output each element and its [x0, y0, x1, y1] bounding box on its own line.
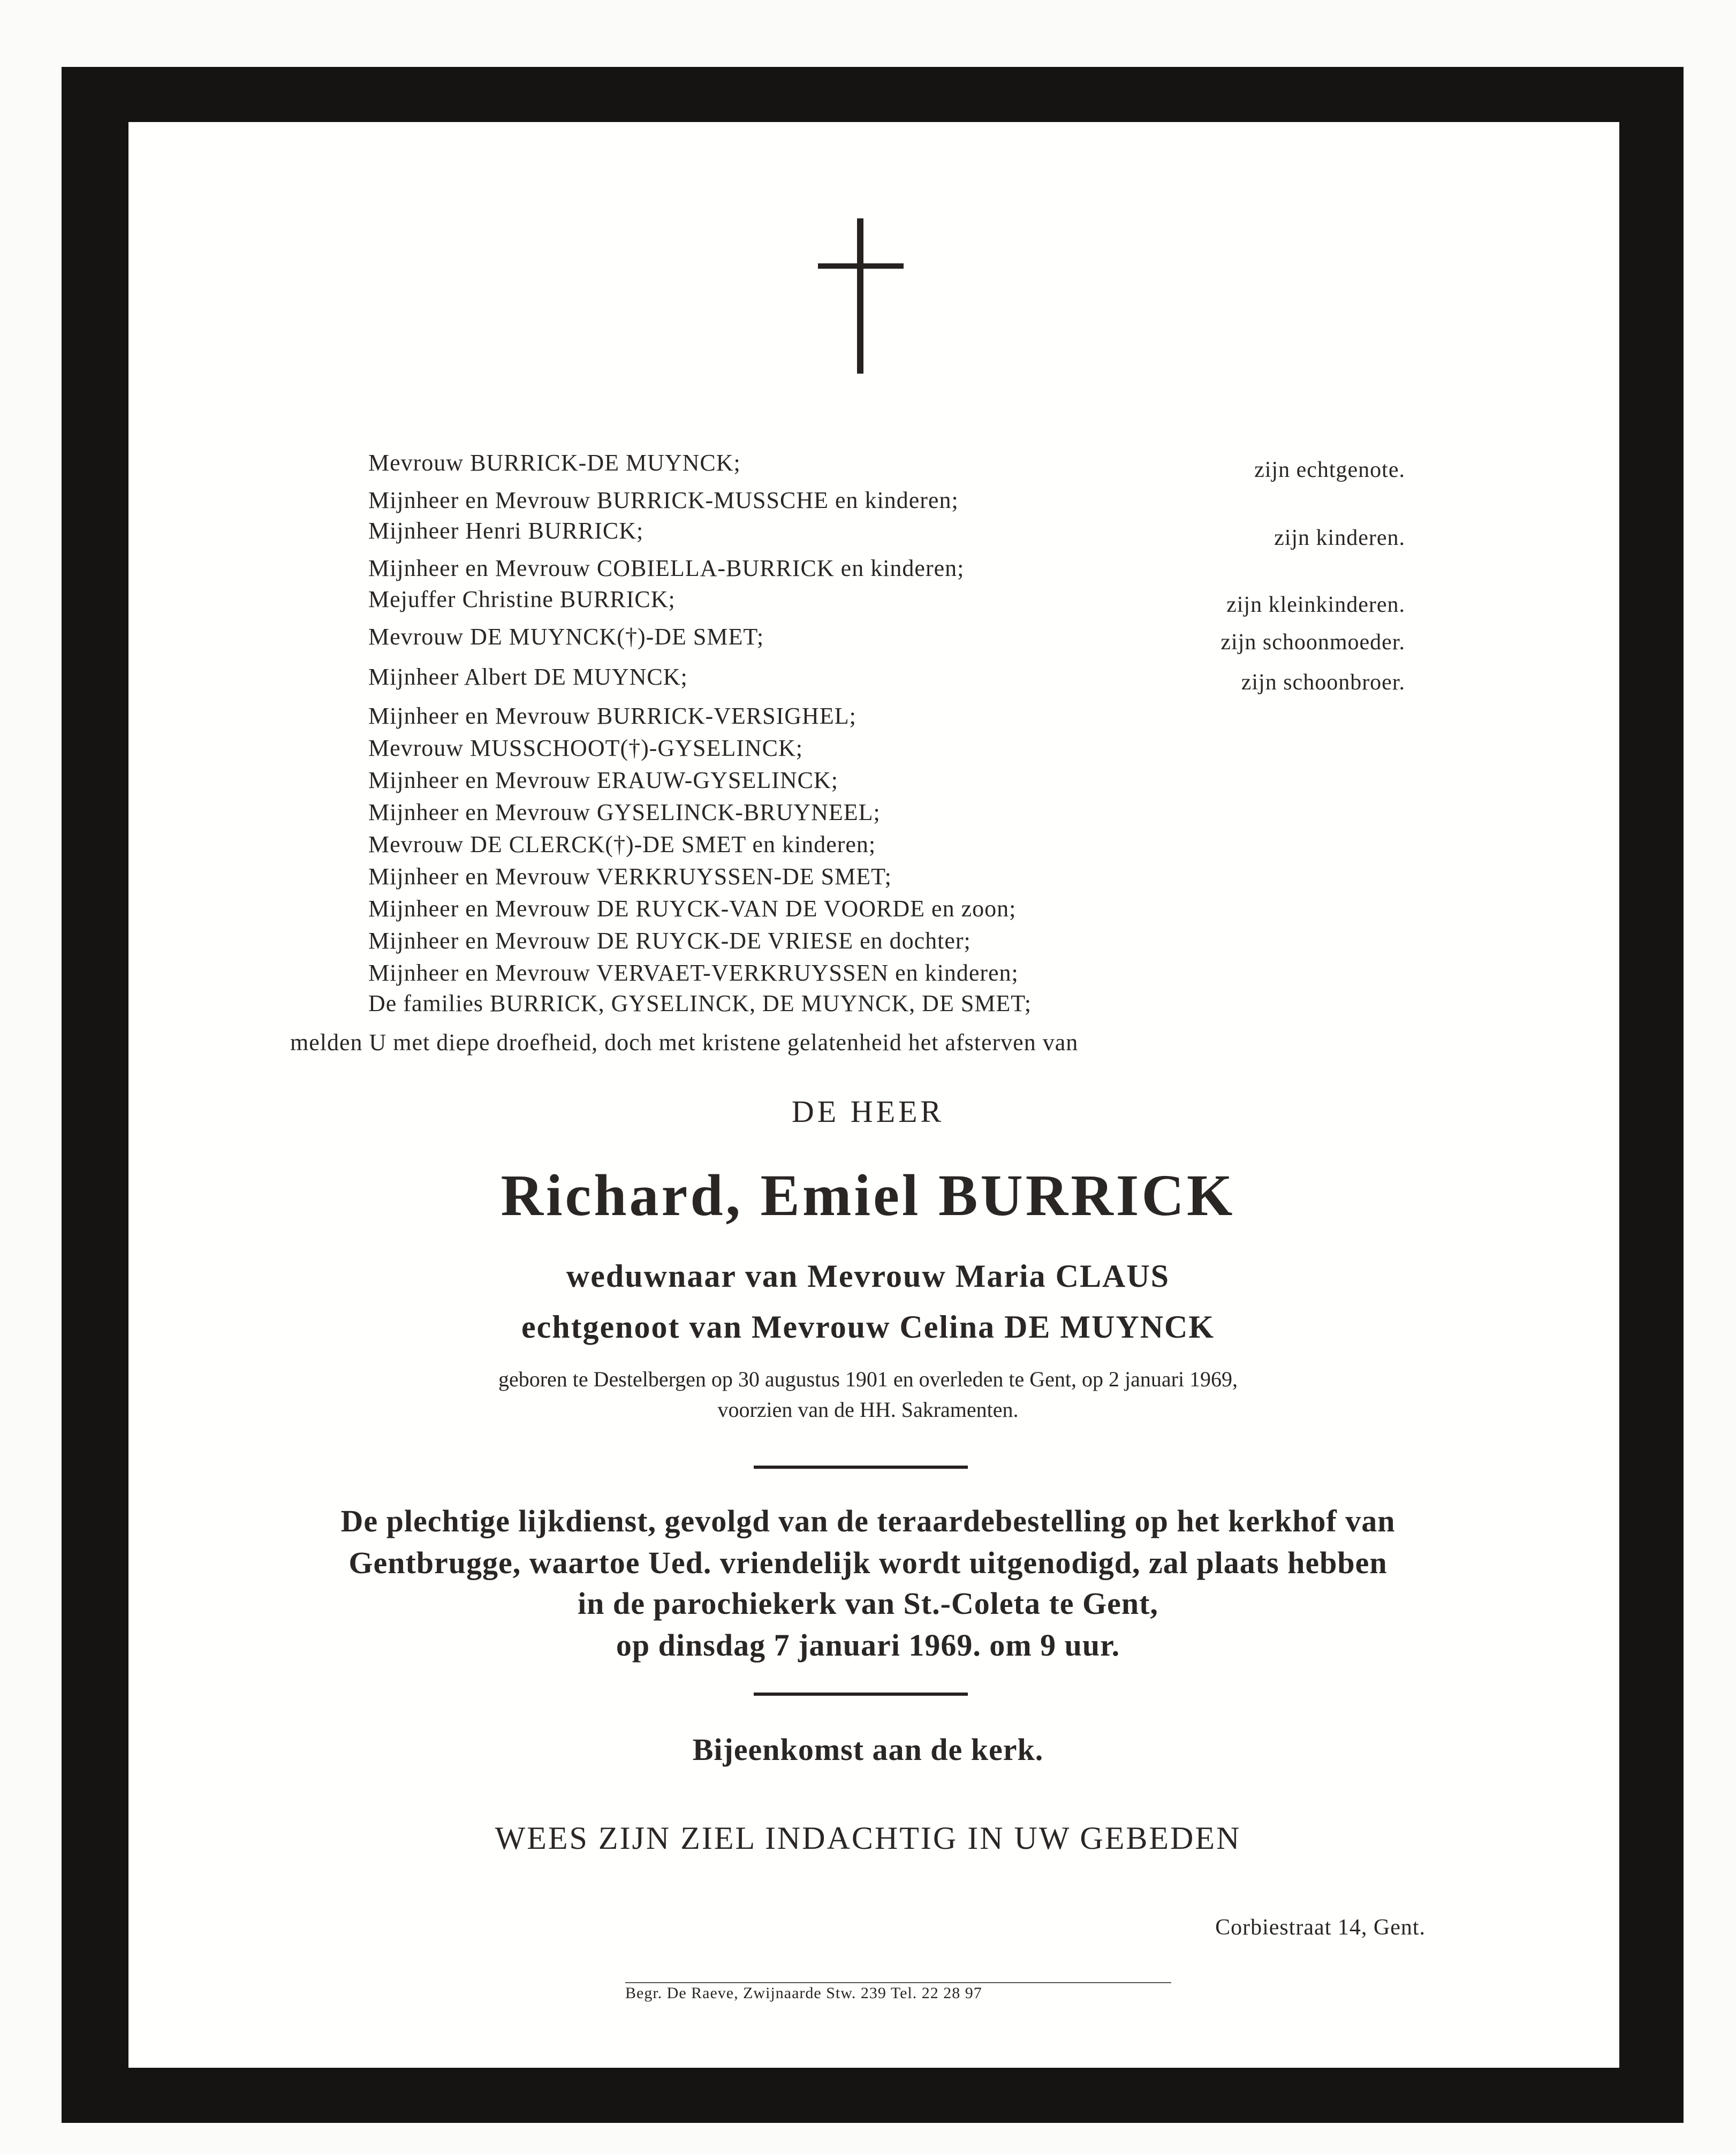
- gathering-note: Bijeenkomst aan de kerk.: [692, 1732, 1044, 1767]
- relative-line: Mejuffer Christine BURRICK;: [368, 586, 676, 612]
- address-line: Corbiestraat 14, Gent.: [1215, 1915, 1426, 1940]
- relation-role: zijn schoonmoeder.: [1220, 630, 1405, 655]
- service-line: op dinsdag 7 januari 1969. om 9 uur.: [616, 1628, 1120, 1663]
- relative-line: Mijnheer en Mevrouw DE RUYCK-VAN DE VOORDE en zoon;: [368, 896, 1017, 922]
- relation-role: zijn kinderen.: [1274, 526, 1405, 550]
- printer-rule: [625, 1982, 1171, 1983]
- divider: [754, 1693, 968, 1696]
- birth-death-line: geboren te Destelbergen op 30 augustus 1901 en overleden te Gent, op 2 januari 1969,: [498, 1367, 1238, 1391]
- relative-line: Mevrouw DE MUYNCK(†)-DE SMET;: [368, 624, 764, 650]
- relative-line: Mijnheer en Mevrouw GYSELINCK-BRUYNEEL;: [368, 799, 881, 825]
- relative-line: Mijnheer Henri BURRICK;: [368, 518, 644, 544]
- widower-line: weduwnaar van Mevrouw Maria CLAUS: [566, 1258, 1170, 1294]
- relative-line: Mijnheer en Mevrouw BURRICK-MUSSCHE en kinderen;: [368, 487, 959, 513]
- announcement-text: melden U met diepe droefheid, doch met kristene gelatenheid het afsterven van: [290, 1029, 1079, 1056]
- printer-credit: Begr. De Raeve, Zwijnaarde Stw. 239 Tel. 22 28 97: [625, 1984, 982, 2002]
- relative-line: Mijnheer en Mevrouw VERKRUYSSEN-DE SMET;: [368, 863, 892, 890]
- relative-line: De families BURRICK, GYSELINCK, DE MUYNCK, DE SMET;: [368, 990, 1032, 1016]
- relative-line: Mijnheer en Mevrouw VERVAET-VERKRUYSSEN en kinderen;: [368, 960, 1019, 986]
- sacraments-line: voorzien van de HH. Sakramenten.: [717, 1398, 1019, 1422]
- relation-role: zijn kleinkinderen.: [1226, 593, 1405, 617]
- deceased-name: Richard, Emiel BURRICK: [501, 1163, 1235, 1228]
- relative-line: Mijnheer Albert DE MUYNCK;: [368, 664, 688, 690]
- prayer-line: WEES ZIJN ZIEL INDACHTIG IN UW GEBEDEN: [495, 1820, 1241, 1856]
- service-line: Gentbrugge, waartoe Ued. vriendelijk wordt uitgenodigd, zal plaats hebben: [348, 1545, 1388, 1580]
- relative-line: Mevrouw DE CLERCK(†)-DE SMET en kinderen;: [368, 831, 876, 858]
- relative-line: Mevrouw BURRICK-DE MUYNCK;: [368, 450, 741, 476]
- relative-line: Mijnheer en Mevrouw DE RUYCK-DE VRIESE en dochter;: [368, 928, 971, 954]
- relative-line: Mijnheer en Mevrouw COBIELLA-BURRICK en kinderen;: [368, 555, 965, 581]
- spouse-line: echtgenoot van Mevrouw Celina DE MUYNCK: [521, 1309, 1215, 1345]
- relative-line: Mijnheer en Mevrouw ERAUW-GYSELINCK;: [368, 767, 838, 793]
- relation-role: zijn schoonbroer.: [1241, 670, 1405, 695]
- service-line: in de parochiekerk van St.-Coleta te Gent,: [578, 1586, 1158, 1621]
- honorific-title: DE HEER: [791, 1094, 945, 1129]
- relation-role: zijn echtgenote.: [1254, 458, 1405, 482]
- relative-line: Mijnheer en Mevrouw BURRICK-VERSIGHEL;: [368, 703, 856, 729]
- cross-icon: [818, 218, 904, 374]
- relative-line: Mevrouw MUSSCHOOT(†)-GYSELINCK;: [368, 735, 803, 761]
- service-line: De plechtige lijkdienst, gevolgd van de teraardebestelling op het kerkhof van: [340, 1504, 1396, 1538]
- divider: [754, 1466, 968, 1469]
